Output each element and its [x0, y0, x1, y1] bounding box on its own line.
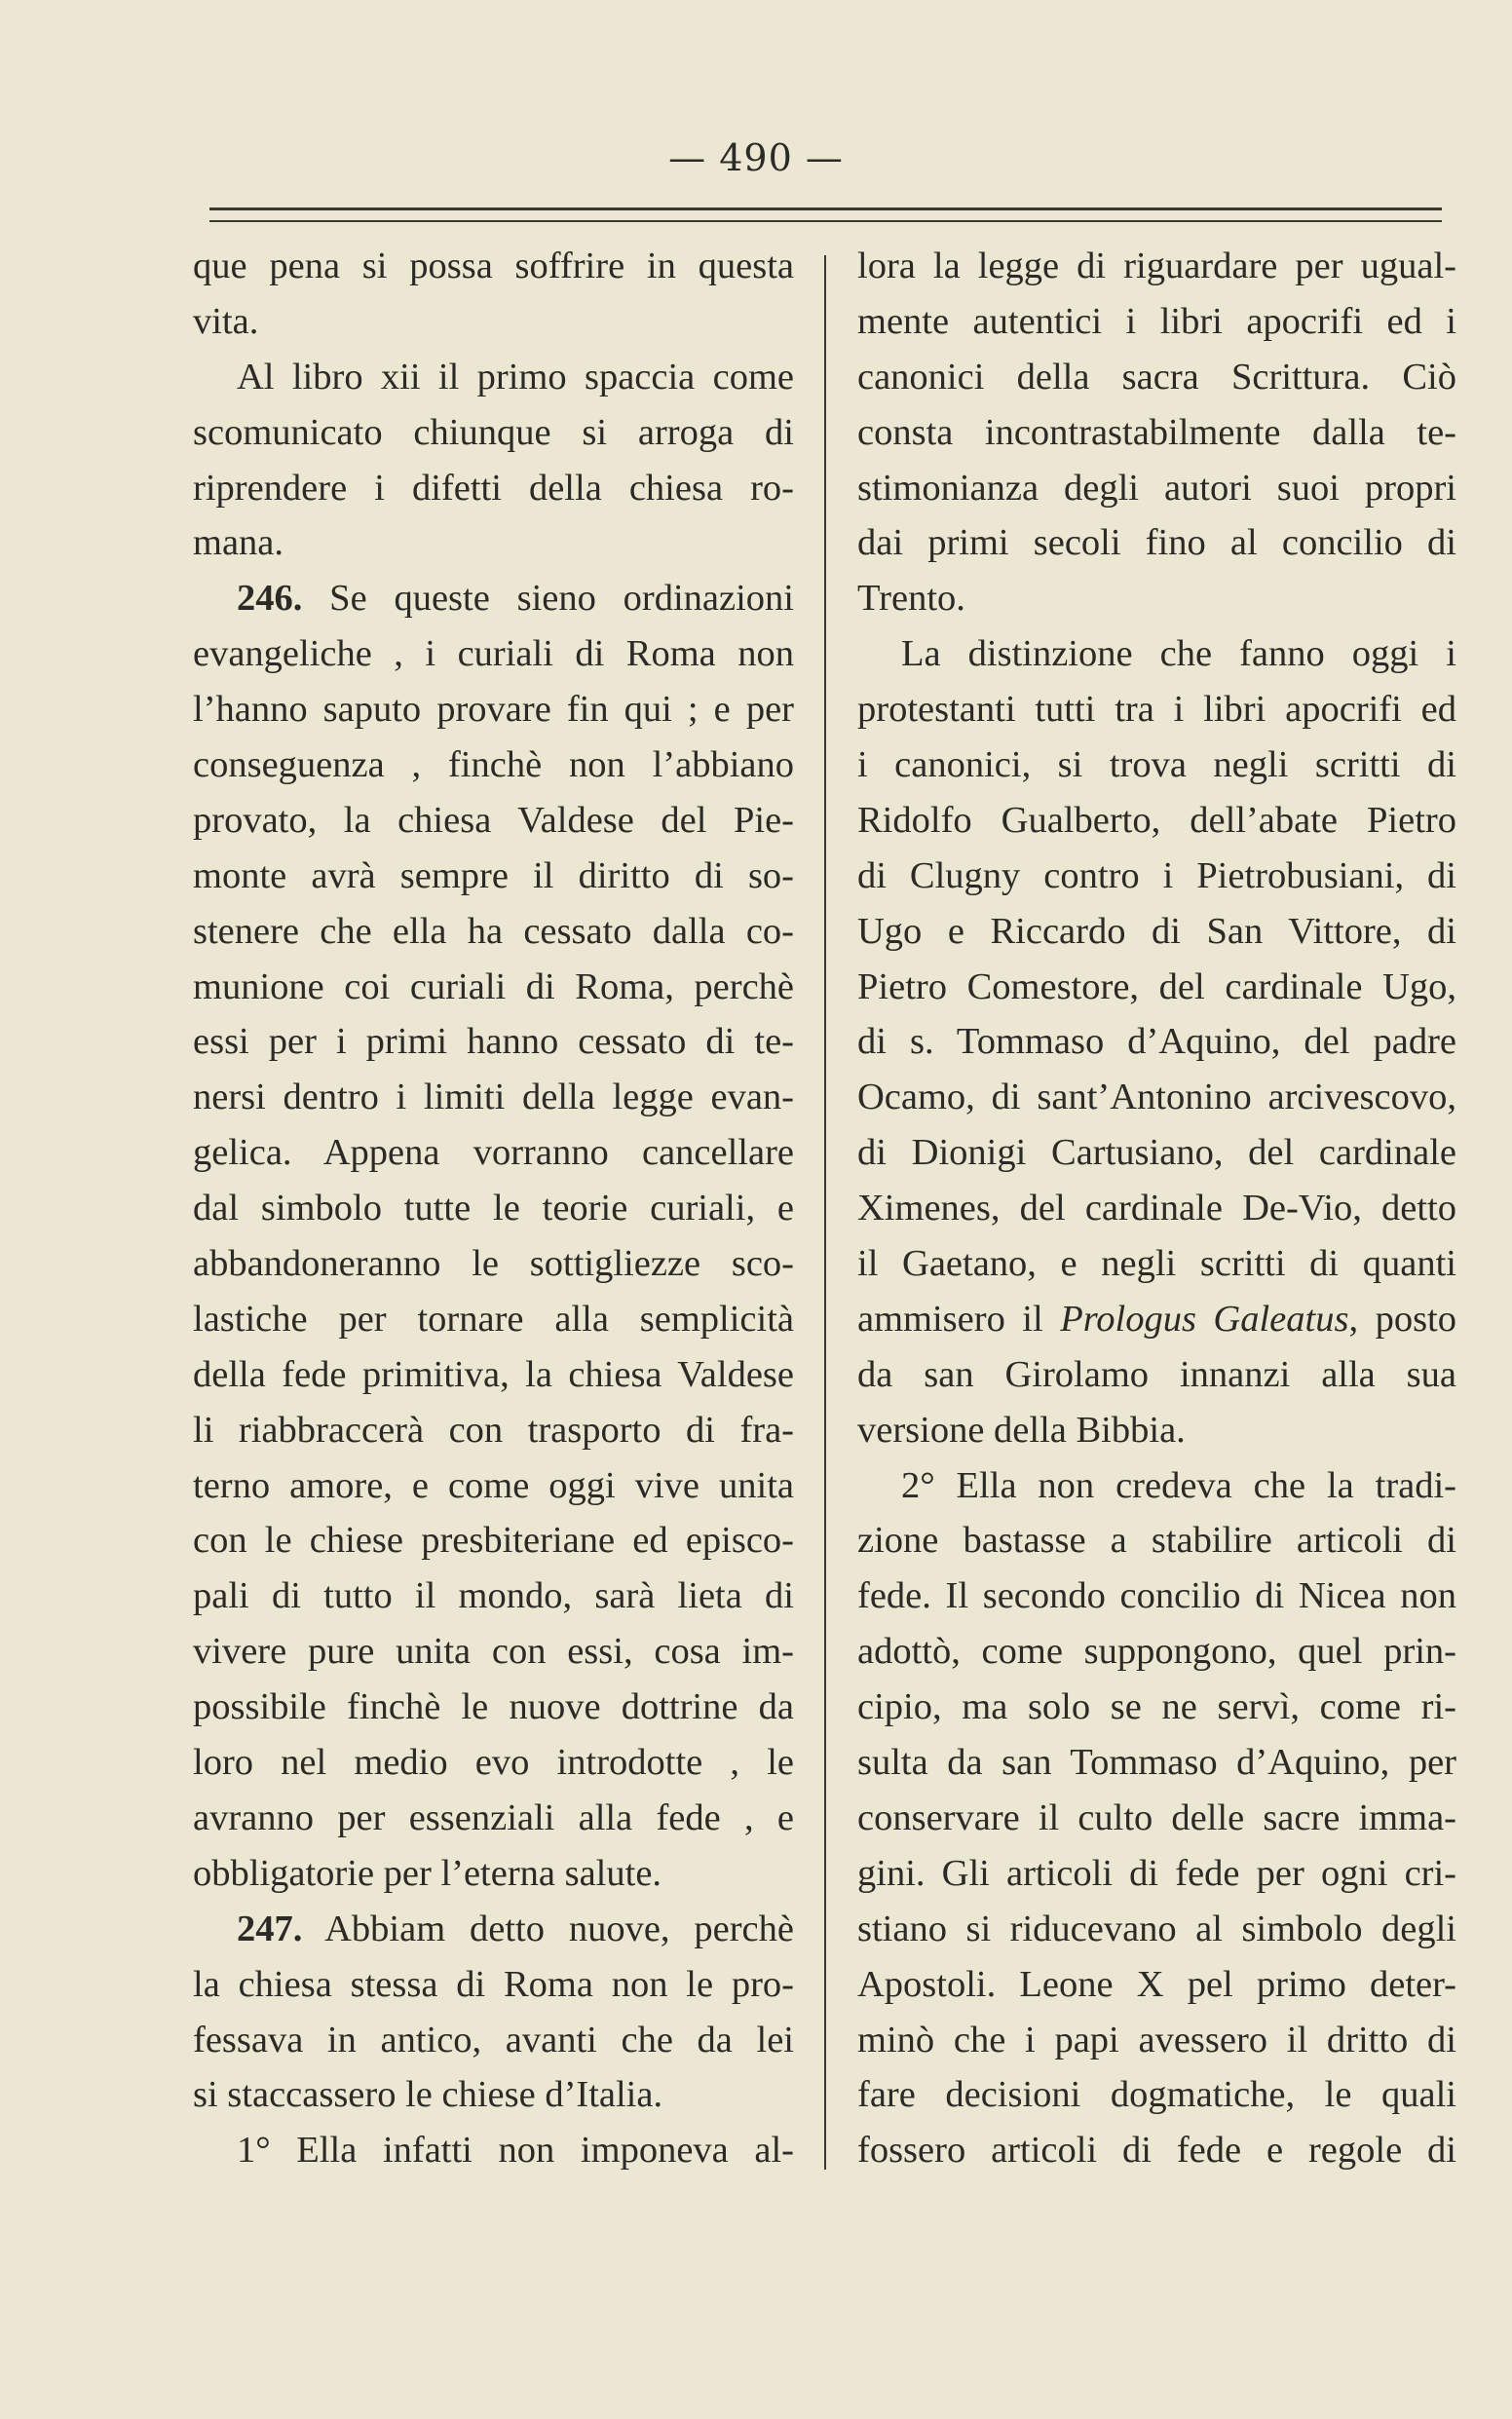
text-line: [193, 1624, 794, 1680]
text-line: [193, 1902, 794, 1957]
text-line: [193, 2123, 794, 2178]
text-line: [857, 1403, 1456, 1458]
line-text: l’hanno saputo provare fin qui ; e per: [193, 689, 794, 731]
text-line: [857, 1070, 1456, 1125]
line-text: zione bastasse a stabilire articoli di: [857, 1520, 1456, 1562]
line-text: con le chiese presbiteriane ed episco-: [193, 1520, 794, 1562]
line-text: obbligatorie per l’eterna salute.: [193, 1852, 662, 1894]
text-line: [857, 350, 1456, 405]
line-text: Ocamo, di sant’Antonino arcivescovo,: [857, 1077, 1456, 1118]
line-text: stenere che ella ha cessato dalla co-: [193, 910, 794, 952]
line-text: possibile finchè le nuove dottrine da: [193, 1686, 794, 1728]
text-line: [193, 1735, 794, 1791]
line-text: ammisero il: [857, 1298, 1061, 1340]
line-text: nersi dentro i limiti della legge evan-: [193, 1077, 794, 1118]
text-line: [193, 626, 794, 682]
line-text: canonici della sacra Scrittura. Ciò: [857, 356, 1456, 397]
text-line: [193, 1014, 794, 1070]
line-text: da san Girolamo innanzi alla sua: [857, 1353, 1456, 1395]
line-text: provato, la chiesa Valdese del Pie-: [193, 799, 794, 841]
text-line: [857, 1846, 1456, 1902]
line-text: evangeliche , i curiali di Roma non: [193, 633, 794, 675]
text-line: [193, 1513, 794, 1569]
line-text: mente autentici i libri apocrifi ed i: [857, 300, 1456, 342]
text-line: [193, 1347, 794, 1403]
line-text: monte avrà sempre il diritto di so-: [193, 854, 794, 896]
line-text: 1° Ella infatti non imponeva al-: [237, 2130, 794, 2172]
text-line: [857, 1292, 1456, 1347]
text-line: [193, 737, 794, 793]
line-text: adottò, come suppongono, quel prin-: [857, 1631, 1456, 1673]
text-line: [857, 1181, 1456, 1236]
text-line: [193, 1458, 794, 1514]
line-text: La distinzione che fanno oggi i: [901, 633, 1456, 675]
line-text: fede. Il secondo concilio di Nicea non: [857, 1575, 1456, 1617]
line-text: avranno per essenziali alla fede , e: [193, 1796, 794, 1838]
line-text: il Gaetano, e negli scritti di quanti: [857, 1243, 1456, 1285]
text-line: [857, 1569, 1456, 1624]
line-text: terno amore, e come oggi vive unita: [193, 1464, 794, 1506]
text-line: [857, 1624, 1456, 1680]
text-line: [857, 2123, 1456, 2178]
text-line: [193, 1125, 794, 1181]
line-text: essi per i primi hanno cessato di te-: [193, 1021, 794, 1063]
line-text: lora la legge di riguardare per ugual-: [857, 246, 1456, 286]
text-line: [857, 294, 1456, 350]
text-line: [857, 515, 1456, 571]
line-text: Abbiam detto nuove, perchè: [324, 1908, 794, 1949]
line-text: si staccassero le chiese d’Italia.: [193, 2074, 663, 2116]
text-line: [857, 1791, 1456, 1846]
text-line: [857, 960, 1456, 1015]
text-line: [857, 849, 1456, 904]
text-line: [193, 1680, 794, 1735]
line-text: di Clugny contro i Pietrobusiani, di: [857, 854, 1456, 896]
line-text: dai primi secoli fino al concilio di: [857, 522, 1456, 564]
section-number: 246.: [237, 578, 303, 620]
text-line: [193, 904, 794, 960]
text-line: [857, 2013, 1456, 2068]
line-text: dal simbolo tutte le teorie curiali, e: [193, 1188, 794, 1229]
text-line: [193, 2013, 794, 2068]
line-text: riprendere i difetti della chiesa ro-: [193, 467, 794, 509]
text-line: [193, 515, 794, 571]
line-text: fare decisioni dogmatiche, le quali: [857, 2074, 1456, 2116]
text-line: [857, 1902, 1456, 1957]
text-line: [193, 682, 794, 737]
text-line: [857, 1236, 1456, 1292]
italic-title: Prologus Galeatus: [1060, 1298, 1349, 1340]
text-line: [193, 1403, 794, 1458]
line-text: fossero articoli di fede e regole di: [857, 2130, 1456, 2172]
text-line: [193, 960, 794, 1015]
text-line: [857, 904, 1456, 960]
line-text: di s. Tommaso d’Aquino, del padre: [857, 1021, 1456, 1063]
line-text-tail: , posto: [1348, 1298, 1456, 1340]
text-line: [857, 682, 1456, 737]
line-text: stimonianza degli autori suoi propri: [857, 467, 1456, 509]
text-line: [193, 1569, 794, 1624]
text-line: [857, 1347, 1456, 1403]
line-text: versione della Bibbia.: [857, 1409, 1186, 1451]
text-line: [193, 793, 794, 849]
line-text: gelica. Appena vorranno cancellare: [193, 1132, 794, 1174]
line-text: pali di tutto il mondo, sarà lieta di: [193, 1575, 794, 1617]
line-text: vivere pure unita con essi, cosa im-: [193, 1631, 794, 1673]
line-text: 2° Ella non credeva che la tradi-: [901, 1464, 1456, 1506]
line-text: Apostoli. Leone X pel primo deter-: [857, 1963, 1456, 2005]
text-line: [857, 239, 1456, 294]
text-line: [857, 793, 1456, 849]
left-column: [193, 239, 794, 2178]
section-number: 247.: [237, 1908, 303, 1949]
line-text: li riabbraccerà con trasporto di fra-: [193, 1409, 794, 1451]
column-divider: [824, 255, 826, 2170]
line-text: Trento.: [857, 578, 965, 620]
line-text: munione coi curiali di Roma, perchè: [193, 965, 794, 1007]
text-line: [193, 294, 794, 350]
text-line: [857, 1735, 1456, 1791]
line-text: lastiche per tornare alla semplicità: [193, 1298, 794, 1340]
line-text: conservare il culto delle sacre imma-: [857, 1796, 1456, 1838]
line-text: minò che i papi avessero il dritto di: [857, 2019, 1456, 2060]
line-text: scomunicato chiunque si arroga di: [193, 411, 794, 453]
line-text: abbandoneranno le sottigliezze sco-: [193, 1243, 794, 1285]
text-line: [857, 626, 1456, 682]
text-line: [193, 849, 794, 904]
line-text: conseguenza , finchè non l’abbiano: [193, 744, 794, 786]
line-text: stiano si riducevano al simbolo degli: [857, 1908, 1456, 1949]
line-text: della fede primitiva, la chiesa Valdese: [193, 1353, 794, 1395]
text-line: [193, 1181, 794, 1236]
text-line: [857, 1014, 1456, 1070]
text-line: [193, 239, 794, 294]
text-line: [857, 405, 1456, 461]
page-number: — 490 —: [668, 136, 844, 179]
text-line: [193, 350, 794, 405]
text-line: [857, 1125, 1456, 1181]
line-text: consta incontrastabilmente dalla te-: [857, 411, 1456, 453]
line-text: que pena si possa soffrire in questa: [193, 246, 794, 286]
line-text: di Dionigi Cartusiano, del cardinale: [857, 1132, 1456, 1174]
text-line: [857, 1680, 1456, 1735]
right-column: [857, 239, 1456, 2178]
text-line: [193, 461, 794, 516]
text-line: [857, 571, 1456, 626]
line-text: mana.: [193, 522, 284, 564]
text-line: [193, 1957, 794, 2013]
header-rule: [209, 208, 1442, 222]
line-text: Ximenes, del cardinale De-Vio, detto: [857, 1188, 1456, 1229]
line-text: loro nel medio evo introdotte , le: [193, 1742, 794, 1784]
line-text: Ugo e Riccardo di San Vittore, di: [857, 910, 1456, 952]
line-text: cipio, ma solo se ne servì, come ri-: [857, 1686, 1456, 1728]
text-line: [857, 1513, 1456, 1569]
text-line: [193, 1070, 794, 1125]
text-line: [193, 571, 794, 626]
line-text: Pietro Comestore, del cardinale Ugo,: [857, 965, 1456, 1007]
text-line: [857, 1957, 1456, 2013]
text-line: [857, 2067, 1456, 2123]
text-line: [193, 1846, 794, 1902]
text-line: [857, 1458, 1456, 1514]
line-text: Al libro xii il primo spaccia come: [237, 356, 794, 397]
line-text: vita.: [193, 300, 259, 342]
line-text: Ridolfo Gualberto, dell’abate Pietro: [857, 799, 1456, 841]
text-line: [193, 1791, 794, 1846]
line-text: i canonici, si trova negli scritti di: [857, 744, 1456, 786]
line-text: gini. Gli articoli di fede per ogni cri-: [857, 1852, 1456, 1894]
text-line: [857, 737, 1456, 793]
text-line: [193, 1236, 794, 1292]
text-line: [857, 461, 1456, 516]
line-text: protestanti tutti tra i libri apocrifi ed: [857, 689, 1456, 731]
line-text: fessava in antico, avanti che da lei: [193, 2019, 794, 2060]
line-text: la chiesa stessa di Roma non le pro-: [193, 1963, 794, 2005]
line-text: sulta da san Tommaso d’Aquino, per: [857, 1742, 1456, 1784]
text-line: [193, 1292, 794, 1347]
line-text: Se queste sieno ordinazioni: [329, 578, 794, 620]
text-line: [193, 2067, 794, 2123]
text-line: [193, 405, 794, 461]
